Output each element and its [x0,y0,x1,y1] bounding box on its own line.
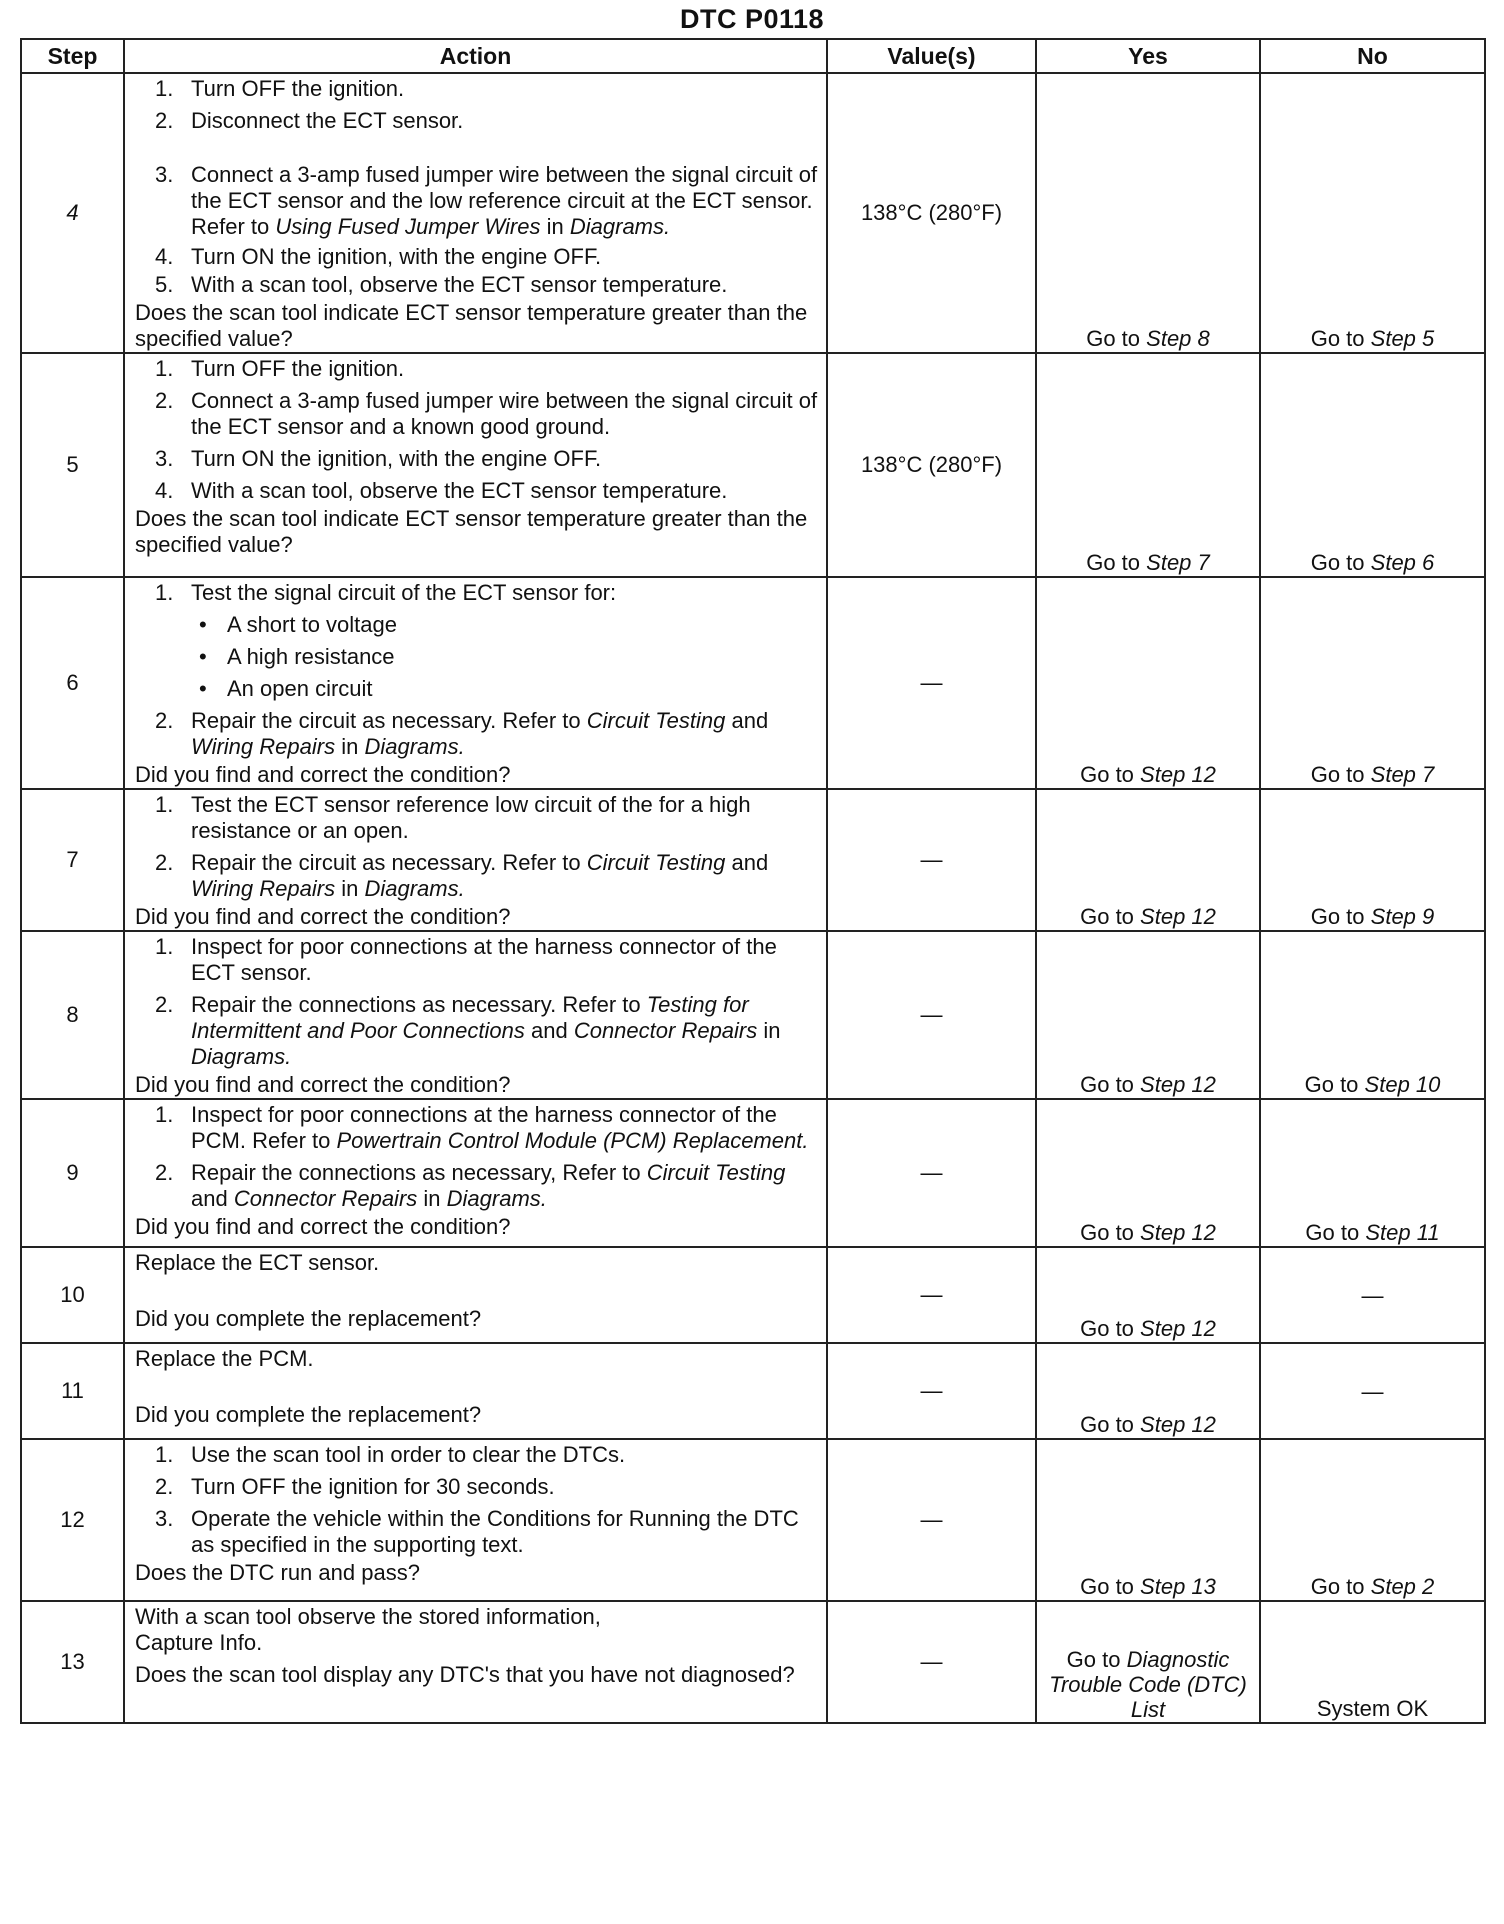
action-item: 4. Turn ON the ignition, with the engine OFF. [155,244,602,269]
action-cell [124,1343,827,1439]
question-text: Did you complete the replacement? [135,1402,482,1427]
header-yes: Yes [1036,39,1260,73]
table-row [21,931,1485,1099]
step-number: 12 [21,1439,124,1601]
action-text: Replace the ECT sensor. [135,1250,380,1275]
step-number: 13 [21,1601,124,1723]
yes-cell: Go to Step 8 [1036,73,1260,353]
yes-cell: Go to Step 12 [1036,1099,1260,1247]
action-text: With a scan tool observe the stored information, [135,1604,601,1629]
no-cell: — [1260,1247,1485,1343]
step-number: 6 [21,577,124,789]
table-row [21,1601,1485,1723]
question-text: Does the scan tool indicate ECT sensor temperature greater than the specified value? [135,300,808,351]
action-item: 1. Use the scan tool in order to clear the DTCs. [155,1442,626,1467]
action-cell [124,789,827,931]
no-cell: Go to Step 5 [1260,73,1485,353]
table-row [21,1099,1485,1247]
value-cell: — [827,1099,1036,1247]
no-cell: Go to Step 7 [1260,577,1485,789]
action-item: 1. Test the ECT sensor reference low circuit of the for a high resistance or an open. [155,792,751,843]
no-cell: Go to Step 9 [1260,789,1485,931]
value-cell: — [827,1601,1036,1723]
value-cell: — [827,1439,1036,1601]
question-text: Does the DTC run and pass? [135,1560,420,1585]
step-number: 8 [21,931,124,1099]
action-item: 3. Operate the vehicle within the Conditions for Running the DTC as specified in the supporting text. [155,1506,799,1557]
header-no: No [1260,39,1485,73]
action-item: 1. Test the signal circuit of the ECT sensor for: [155,580,617,605]
question-text: Does the scan tool indicate ECT sensor temperature greater than the specified value? [135,506,808,557]
action-item: 1. Inspect for poor connections at the harness connector of the PCM. Refer to Powertrain Control Module (PCM) Replacement. [155,1102,809,1153]
step-number: 11 [21,1343,124,1439]
header-value: Value(s) [827,39,1036,73]
yes-cell: Go to Diagnostic Trouble Code (DTC) List [1036,1601,1260,1723]
action-cell [124,1099,827,1247]
no-cell: Go to Step 11 [1260,1099,1485,1247]
header-row [21,39,1485,73]
question-text: Did you find and correct the condition? [135,1072,511,1097]
table-row [21,1247,1485,1343]
value-cell: — [827,1247,1036,1343]
action-item: 1. Turn OFF the ignition. [155,76,405,101]
value-cell: 138°C (280°F) [827,73,1036,353]
question-text: Did you complete the replacement? [135,1306,482,1331]
header-step: Step [21,39,124,73]
no-cell: Go to Step 2 [1260,1439,1485,1601]
action-item: 5. With a scan tool, observe the ECT sensor temperature. [155,272,728,297]
step-number: 9 [21,1099,124,1247]
table-row [21,577,1485,789]
yes-cell: Go to Step 12 [1036,789,1260,931]
action-item: 2. Repair the circuit as necessary. Refer to Circuit Testing and Wiring Repairs in Diagrams. [155,850,769,901]
action-item: 2. Turn OFF the ignition for 30 seconds. [155,1474,555,1499]
yes-cell: Go to Step 12 [1036,931,1260,1099]
yes-cell: Go to Step 12 [1036,1247,1260,1343]
yes-cell: Go to Step 12 [1036,1343,1260,1439]
action-item: 1. Turn OFF the ignition. [155,356,405,381]
action-item: 2. Disconnect the ECT sensor. [155,108,464,133]
table-row [21,353,1485,577]
dtc-table [20,38,1486,1724]
header-action: Action [124,39,827,73]
action-item: 1. Inspect for poor connections at the harness connector of the ECT sensor. [155,934,777,985]
action-item: 3. Turn ON the ignition, with the engine OFF. [155,446,602,471]
action-cell [124,1247,827,1343]
question-text: Does the scan tool display any DTC's that you have not diagnosed? [135,1662,795,1687]
action-item: 2. Repair the connections as necessary, Refer to Circuit Testing and Connector Repairs in Diagrams. [155,1160,786,1211]
action-cell [124,1439,827,1601]
bullet-item: • A short to voltage [199,612,397,637]
yes-cell: Go to Step 12 [1036,577,1260,789]
no-cell: Go to Step 6 [1260,353,1485,577]
value-cell: — [827,577,1036,789]
action-item: 2. Repair the circuit as necessary. Refer to Circuit Testing and Wiring Repairs in Diagrams. [155,708,769,759]
yes-cell: Go to Step 13 [1036,1439,1260,1601]
action-item: 3. Connect a 3-amp fused jumper wire between the signal circuit of the ECT sensor and the low reference circuit at the ECT sensor. Refer to Using Fused Jumper Wires in Diagrams. [155,162,818,239]
table-row [21,1439,1485,1601]
bullet-item: • An open circuit [199,676,373,701]
no-cell: System OK [1260,1601,1485,1723]
yes-cell: Go to Step 7 [1036,353,1260,577]
action-item: 2. Repair the connections as necessary. Refer to Testing for Intermittent and Poor Connections and Connector Repairs in Diagrams. [155,992,781,1069]
action-cell [124,931,827,1099]
action-cell [124,1601,827,1723]
table-row [21,73,1485,353]
question-text: Did you find and correct the condition? [135,1214,511,1239]
question-text: Did you find and correct the condition? [135,762,511,787]
no-cell: Go to Step 10 [1260,931,1485,1099]
bullet-item: • A high resistance [199,644,395,669]
action-cell [124,577,827,789]
value-cell: — [827,931,1036,1099]
action-text: Replace the PCM. [135,1346,314,1371]
step-number: 7 [21,789,124,931]
action-item: 4. With a scan tool, observe the ECT sensor temperature. [155,478,728,503]
table-row [21,1343,1485,1439]
value-cell: — [827,789,1036,931]
step-number: 4 [21,73,124,353]
action-cell [124,73,827,353]
page-title: DTC P0118 [679,4,825,34]
step-number: 5 [21,353,124,577]
no-cell: — [1260,1343,1485,1439]
step-number: 10 [21,1247,124,1343]
action-text: Capture Info. [135,1630,263,1655]
value-cell: — [827,1343,1036,1439]
value-cell: 138°C (280°F) [827,353,1036,577]
action-cell [124,353,827,577]
question-text: Did you find and correct the condition? [135,904,511,929]
action-item: 2. Connect a 3-amp fused jumper wire between the signal circuit of the ECT sensor and a known good ground. [155,388,818,439]
table-row [21,789,1485,931]
